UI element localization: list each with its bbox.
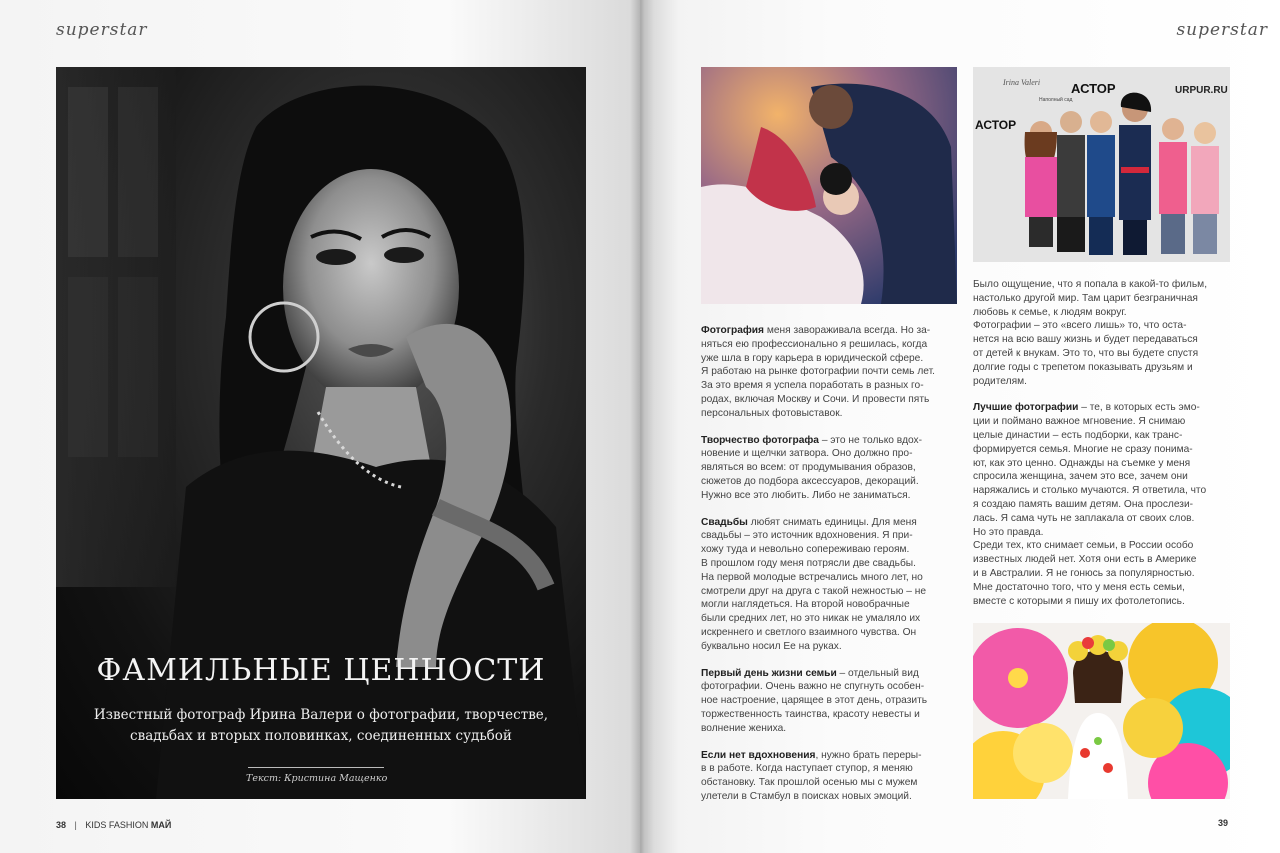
article-title: ФАМИЛЬНЫЕ ЦЕННОСТИ [96,653,546,688]
press-wall-logo-irina-valeri: Irina Valeri [1003,78,1041,87]
press-wall-logo-sad: Наполный сад [1039,97,1073,103]
folio-magazine-name: KIDS FASHION [85,820,149,830]
page-number-right: 39 [1218,818,1229,828]
folio-separator: | [74,820,77,830]
paragraph-best-photos [973,401,1229,608]
paragraph-film-feeling [973,278,1229,388]
paragraph-text: – это не только вдох- новение и щелчки затвора. Оно должно про- являться во всем: от продумывания образов, сюжетов до подбора аксессуаров, декораций. Нужно все это любить. Либо не заниматься. [701,434,923,501]
article-subtitle-line-2: свадьбах и вторых половинках, соединенных судьбой [130,728,512,744]
paragraph-lead: Творчество фотографа [701,434,819,446]
paragraph-text: – те, в которых есть эмо- ции и пойманo важное мгновение. Я снимаю целые династии – есть подборки, как транс- формируется семья. Многие не сразу понима- ют, как это ценно. Однажды на съемке у меня спросила женщина, зачем это все, зачем они наряжались и столько мучаются. Я ответила, что я создаю память вашим детям. Она прослези- лась. Я сама чуть не заплакала от своих слов. Но это правда. Среди тех, кто снимает семьи, в России особо известных людей нет. Хотя они есть в Америке и в Австралии. Я не гонюсь за популярностью. Мне достаточно того, что у меня есть семьи, вместе с которыми я пишу их фотолетопись. [973,402,1207,607]
folio-issue: МАЙ [150,820,172,830]
magazine-spine-shadow [630,0,654,853]
svg-text:АСТОР: АСТОР [975,118,1017,132]
event-group-photo [973,67,1230,262]
press-wall-logo-astor: АСТОР [1071,81,1116,96]
paragraph-lead: Первый день жизни семьи [701,667,837,679]
paragraph-text: Было ощущение, что я попала в какой-то фильм, настолько другой мир. Там царит безграничная любовь к семье, к людям вокруг. Фотографии – это «всего лишь» то, что оста- нется на всю вашу жизнь и будет передаваться от детей к внукам. Это то, что вы будете спустя долгие годы с трепетом показывать друзьям и родителям. [973,279,1208,387]
paragraph-lead: Лучшие фотографии [973,402,1079,414]
press-wall-logo-urpur: URPUR.RU [1175,85,1228,96]
paragraph-text: любят снимать единицы. Для меня свадьбы – это источник вдохновения. Я при- хожу туда и невольно сопереживаю героям. В прошлом году меня потрясли две свадьбы. На первой молодые встречались много лет, но смотрели друг на друга с такой нежностью – не могли наглядеться. На второй новобрачные были средних лет, но это никак не умаляло их искреннего и светлого взаимного чувства. Он буквально носил Ее на руках. [701,516,927,652]
paragraph-weddings [701,516,959,654]
folio-left [56,820,171,830]
credit-divider [248,767,384,768]
article-subtitle-line-1: Известный фотограф Ирина Валери о фотографии, творчестве, [93,707,549,723]
paragraph-text: меня завораживала всегда. Но за- няться ею профессионально я решилась, когда уже шла в гору карьера в юридической сфере. Я работаю на рынке фотографии почти семь лет. За это время я успела поработать в разных го- родах, включая Москву и Сочи. И провести пять персональных фотовыставок. [701,325,935,419]
article-subtitle [86,705,556,747]
paragraph-photography [701,324,959,421]
paragraph-no-inspiration [701,749,959,804]
hero-portrait-photo [56,67,586,799]
paragraph-lead: Если нет вдохновения [701,749,816,761]
paragraph-text: – отдельный вид фотографии. Очень важно не спугнуть особен- ное настроение, царящее в этот день, отразить торжественность таинства, красоту невесты и волнение жениха. [701,667,928,734]
wedding-photo [701,67,957,304]
paragraph-creativity [701,434,959,503]
brand-logo-right: superstar [1176,20,1268,40]
paragraph-lead: Фотография [701,325,764,336]
article-credit: Текст: Кристина Мащенко [246,773,388,784]
portrait-illustration [56,67,586,799]
paragraph-text: , нужно брать переры- в в работе. Когда наступает ступор, я меняю обстановку. Так прошлой осенью мы с мужем улетели в Стамбул в поисках новых эмоций. [701,749,922,802]
girl-flowers-photo [973,623,1230,799]
page-number-left: 38 [56,820,67,830]
brand-logo-left: superstar [56,20,148,40]
paragraph-first-day [701,667,959,736]
article-column-2 [973,278,1229,621]
article-column-1 [701,324,959,817]
paragraph-lead: Свадьбы [701,516,748,528]
